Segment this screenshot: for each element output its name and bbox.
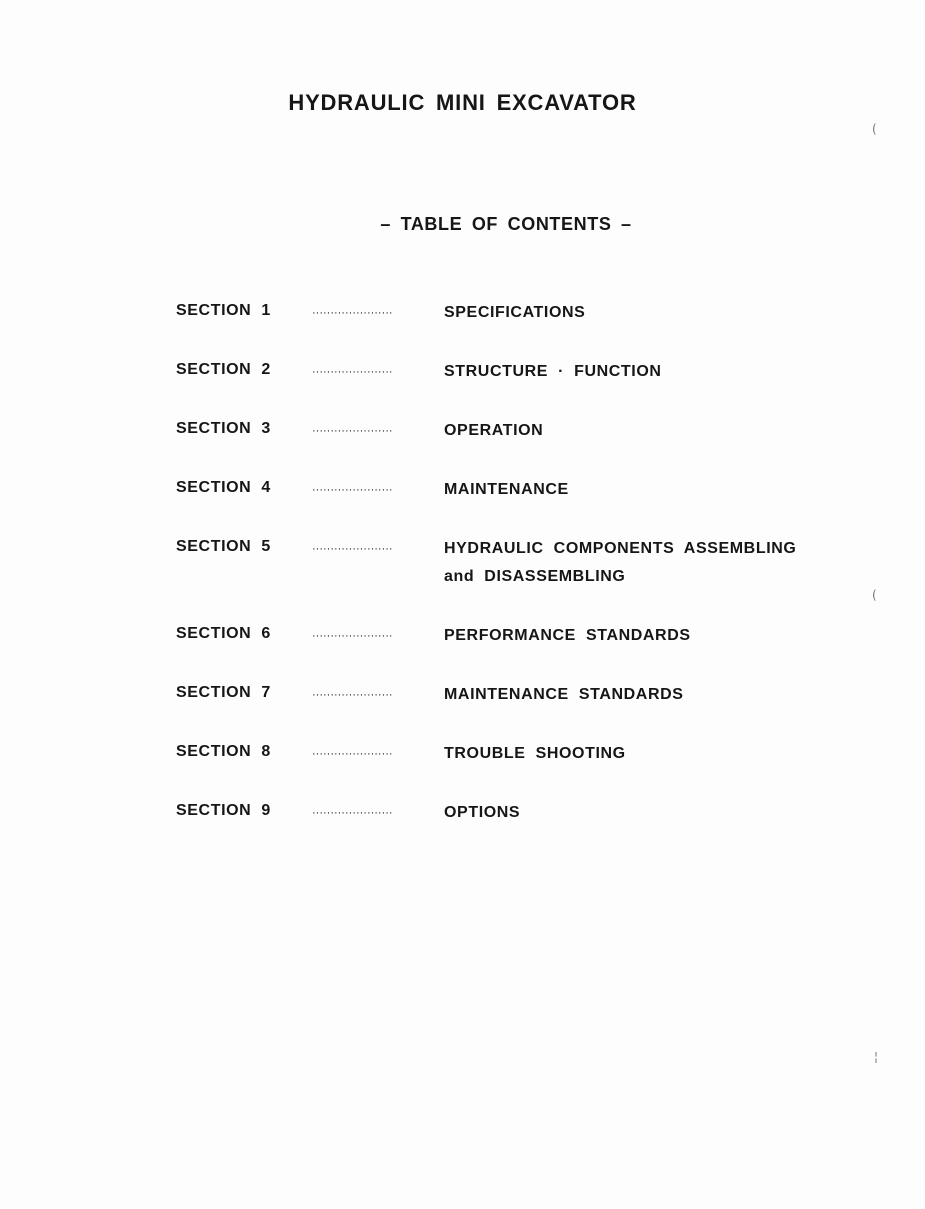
section-title: STRUCTURE · FUNCTION: [444, 363, 662, 380]
section-title: SPECIFICATIONS: [444, 304, 586, 321]
table-of-contents: [176, 302, 876, 861]
section-label: SECTION 9: [176, 802, 271, 819]
dot-leader: ······················: [312, 689, 393, 701]
section-title: OPTIONS: [444, 804, 521, 821]
toc-entry-section-6: [176, 625, 876, 684]
dot-leader: ······················: [312, 484, 393, 496]
section-title: MAINTENANCE STANDARDS: [444, 686, 684, 703]
toc-heading: – TABLE OF CONTENTS –: [380, 214, 632, 234]
section-title: PERFORMANCE STANDARDS: [444, 627, 691, 644]
section-label: SECTION 5: [176, 538, 271, 555]
scan-mark: ¦: [874, 1050, 879, 1064]
dot-leader: ······················: [312, 543, 393, 555]
dot-leader: ······················: [312, 425, 393, 437]
document-title: HYDRAULIC MINI EXCAVATOR: [288, 90, 637, 115]
toc-entry-section-5: [176, 538, 876, 625]
dot-leader: ······················: [312, 748, 393, 760]
toc-entry-section-3: [176, 420, 876, 479]
section-title: TROUBLE SHOOTING: [444, 745, 626, 762]
section-title: MAINTENANCE: [444, 481, 569, 498]
section-label: SECTION 2: [176, 361, 271, 378]
section-title-line-2: and DISASSEMBLING: [444, 568, 626, 585]
toc-entry-section-7: [176, 684, 876, 743]
dot-leader: ······················: [312, 307, 393, 319]
section-label: SECTION 6: [176, 625, 271, 642]
toc-entry-section-4: [176, 479, 876, 538]
section-label: SECTION 1: [176, 302, 271, 319]
section-title: OPERATION: [444, 422, 544, 439]
toc-entry-section-9: [176, 802, 876, 861]
dot-leader: ······················: [312, 630, 393, 642]
toc-entry-section-1: [176, 302, 876, 361]
section-label: SECTION 3: [176, 420, 271, 437]
section-title: [444, 535, 874, 591]
toc-entry-section-2: [176, 361, 876, 420]
toc-entry-section-8: [176, 743, 876, 802]
dot-leader: ······················: [312, 366, 393, 378]
section-label: SECTION 8: [176, 743, 271, 760]
scan-mark: (: [872, 122, 877, 136]
scan-mark: (: [872, 588, 877, 602]
dot-leader: ······················: [312, 807, 393, 819]
section-label: SECTION 7: [176, 684, 271, 701]
section-title-line-1: HYDRAULIC COMPONENTS ASSEMBLING: [444, 540, 797, 557]
section-label: SECTION 4: [176, 479, 271, 496]
